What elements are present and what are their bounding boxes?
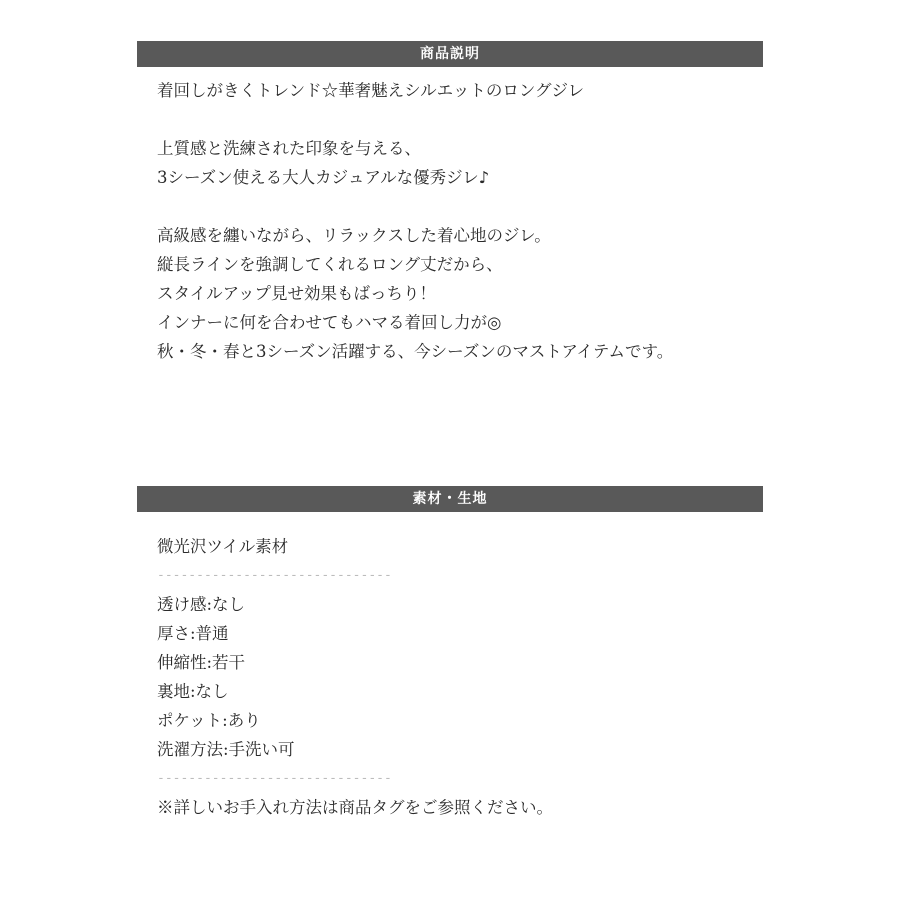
description-line-blank <box>157 192 673 221</box>
spec-lining: 裏地:なし <box>157 682 229 701</box>
description-line: 着回しがきくトレンド☆華奢魅えシルエットのロングジレ <box>157 81 585 100</box>
description-text-block <box>157 76 673 366</box>
spec-pocket: ポケット:あり <box>157 711 261 730</box>
description-line: 3シーズン使える大人カジュアルな優秀ジレ♪ <box>157 168 490 187</box>
description-line: 高級感を纏いながら、リラックスした着心地のジレ。 <box>157 226 551 245</box>
spec-see-through: 透け感:なし <box>157 595 246 614</box>
fabric-name: 微光沢ツイル素材 <box>157 537 289 556</box>
description-line: 上質感と洗練された印象を与える、 <box>157 139 421 158</box>
description-line: 秋・冬・春と3シーズン活躍する、今シーズンのマストアイテムです。 <box>157 342 674 361</box>
spec-thickness: 厚さ:普通 <box>157 624 229 643</box>
description-line-blank <box>157 105 673 134</box>
section-header-description: 商品説明 <box>137 41 763 67</box>
dashed-divider: ------------------------------ <box>157 771 392 786</box>
description-line: スタイルアップ見せ効果もばっちり！ <box>157 284 437 303</box>
spec-stretch: 伸縮性:若干 <box>157 653 246 672</box>
material-text-block <box>157 532 553 822</box>
description-line: インナーに何を合わせてもハマる着回し力が◎ <box>157 313 502 332</box>
care-note: ※詳しいお手入れ方法は商品タグをご参照ください。 <box>157 798 553 817</box>
dashed-divider: ------------------------------ <box>157 568 392 583</box>
section-header-material: 素材・生地 <box>137 486 763 512</box>
description-line: 縦長ラインを強調してくれるロング丈だから、 <box>157 255 503 274</box>
spec-washing: 洗濯方法:手洗い可 <box>157 740 295 759</box>
